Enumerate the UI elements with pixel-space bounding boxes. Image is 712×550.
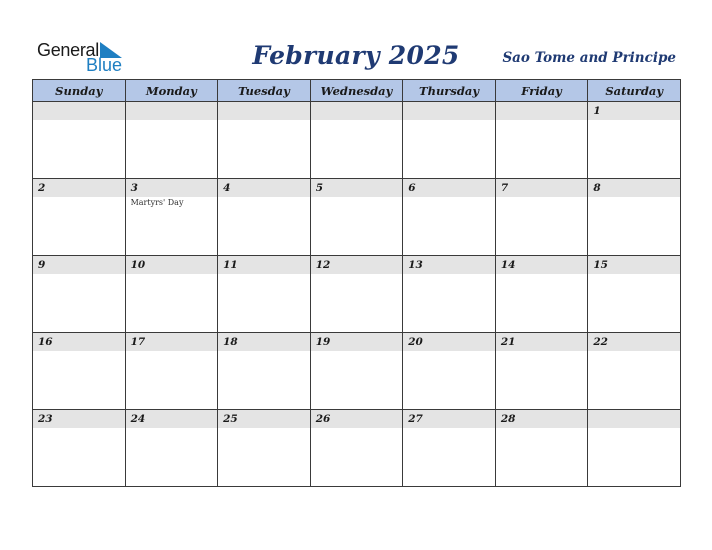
empty-day-cell [588, 410, 681, 487]
day-number: 7 [500, 182, 509, 194]
day-cell [33, 333, 126, 410]
day-number: 6 [408, 182, 416, 194]
day-cell-body [588, 333, 680, 409]
day-cell [125, 333, 218, 410]
day-number: 24 [130, 413, 146, 425]
day-cell-body [311, 102, 403, 178]
day-cell-body [403, 179, 495, 255]
day-cell-body [126, 410, 218, 486]
day-cell [125, 256, 218, 333]
empty-day-cell [310, 102, 403, 179]
week-row [33, 102, 681, 179]
day-header-band [311, 102, 403, 120]
day-header-band [218, 102, 310, 120]
day-cell-body [218, 410, 310, 486]
day-header-band [588, 179, 680, 197]
day-number: 4 [223, 182, 231, 194]
day-cell [588, 333, 681, 410]
day-cell [403, 410, 496, 487]
day-cell-body [588, 102, 680, 178]
day-cell-body [588, 410, 680, 486]
day-cell-body [496, 179, 588, 255]
day-cell [218, 410, 311, 487]
empty-day-cell [125, 102, 218, 179]
day-number: 2 [38, 182, 46, 194]
day-cell-body [403, 102, 495, 178]
day-header-band [403, 102, 495, 120]
weekday-tuesday: Tuesday [218, 80, 311, 102]
day-cell-body [588, 179, 680, 255]
day-number: 18 [223, 336, 238, 348]
weekday-thursday: Thursday [403, 80, 496, 102]
weekday-sunday: Sunday [33, 80, 126, 102]
day-header-band [496, 102, 588, 120]
day-number: 27 [408, 413, 423, 425]
page-title: February 2025 [252, 41, 460, 70]
week-row [33, 333, 681, 410]
day-header-band [126, 102, 218, 120]
day-cell [310, 256, 403, 333]
day-cell-body [33, 179, 125, 255]
day-header-band [311, 179, 403, 197]
day-cell-body [126, 256, 218, 332]
day-cell [403, 256, 496, 333]
day-cell-body [496, 410, 588, 486]
weekday-monday: Monday [125, 80, 218, 102]
day-header-band [33, 256, 125, 274]
day-cell-body [33, 410, 125, 486]
empty-day-cell [33, 102, 126, 179]
day-number: 15 [593, 259, 608, 271]
day-cell [588, 179, 681, 256]
day-cell-body [33, 102, 125, 178]
day-cell [495, 333, 588, 410]
holiday-label: Martyrs' Day [130, 198, 184, 207]
day-number: 10 [130, 259, 146, 271]
day-header-band [33, 179, 125, 197]
empty-day-cell [218, 102, 311, 179]
day-cell [33, 179, 126, 256]
day-header-band [588, 410, 680, 428]
weekday-saturday: Saturday [588, 80, 681, 102]
day-cell-body [218, 102, 310, 178]
day-cell-body [311, 256, 403, 332]
week-row [33, 410, 681, 487]
day-cell-body [311, 333, 403, 409]
day-cell-body [33, 256, 125, 332]
day-cell [310, 179, 403, 256]
day-cell [125, 179, 218, 256]
day-number: 21 [500, 336, 516, 348]
week-row [33, 256, 681, 333]
day-cell [495, 179, 588, 256]
day-cell [125, 410, 218, 487]
day-cell [588, 256, 681, 333]
weekday-wednesday: Wednesday [310, 80, 403, 102]
day-cell-body [218, 179, 310, 255]
day-number: 9 [38, 259, 46, 271]
day-cell [403, 179, 496, 256]
day-cell-body [311, 410, 403, 486]
day-cell [218, 333, 311, 410]
day-number: 25 [223, 413, 238, 425]
day-number: 17 [130, 336, 146, 348]
day-number: 26 [315, 413, 331, 425]
day-number: 14 [500, 259, 516, 271]
day-cell [588, 102, 681, 179]
day-number: 5 [315, 182, 323, 194]
day-number: 22 [593, 336, 608, 348]
day-cell-body [218, 333, 310, 409]
day-number: 12 [315, 259, 331, 271]
weekday-header-row [33, 80, 681, 102]
day-header-band [403, 179, 495, 197]
day-cell-body [126, 179, 218, 255]
day-header-band [126, 179, 218, 197]
day-header-band [588, 102, 680, 120]
day-cell [495, 410, 588, 487]
calendar-grid [32, 79, 681, 487]
day-cell [218, 179, 311, 256]
day-cell [495, 256, 588, 333]
day-cell-body [496, 333, 588, 409]
day-cell-body [403, 410, 495, 486]
day-cell-body [311, 179, 403, 255]
day-cell-body [126, 102, 218, 178]
day-number: 20 [408, 336, 423, 348]
day-number: 8 [593, 182, 601, 194]
day-number: 11 [223, 259, 238, 271]
day-cell-body [126, 333, 218, 409]
day-number: 16 [38, 336, 53, 348]
day-number: 1 [593, 105, 601, 117]
country-name: Sao Tome and Principe [502, 50, 676, 66]
weekday-friday: Friday [495, 80, 588, 102]
day-cell [33, 410, 126, 487]
day-number: 13 [408, 259, 423, 271]
day-cell-body [588, 256, 680, 332]
day-header-band [218, 179, 310, 197]
day-cell-body [403, 256, 495, 332]
day-cell-body [496, 256, 588, 332]
day-cell [310, 333, 403, 410]
logo-general-text: General [37, 40, 99, 60]
day-number: 28 [500, 413, 516, 425]
empty-day-cell [495, 102, 588, 179]
day-cell-body [218, 256, 310, 332]
day-cell [310, 410, 403, 487]
day-cell [33, 256, 126, 333]
day-cell [403, 333, 496, 410]
week-row [33, 179, 681, 256]
day-cell [218, 256, 311, 333]
day-number: 23 [38, 413, 53, 425]
day-cell-body [403, 333, 495, 409]
day-number: 3 [130, 182, 138, 194]
day-number: 19 [315, 336, 331, 348]
day-header-band [496, 179, 588, 197]
logo-blue-text: Blue [86, 55, 123, 75]
empty-day-cell [403, 102, 496, 179]
day-cell-body [33, 333, 125, 409]
day-header-band [33, 102, 125, 120]
day-cell-body [496, 102, 588, 178]
